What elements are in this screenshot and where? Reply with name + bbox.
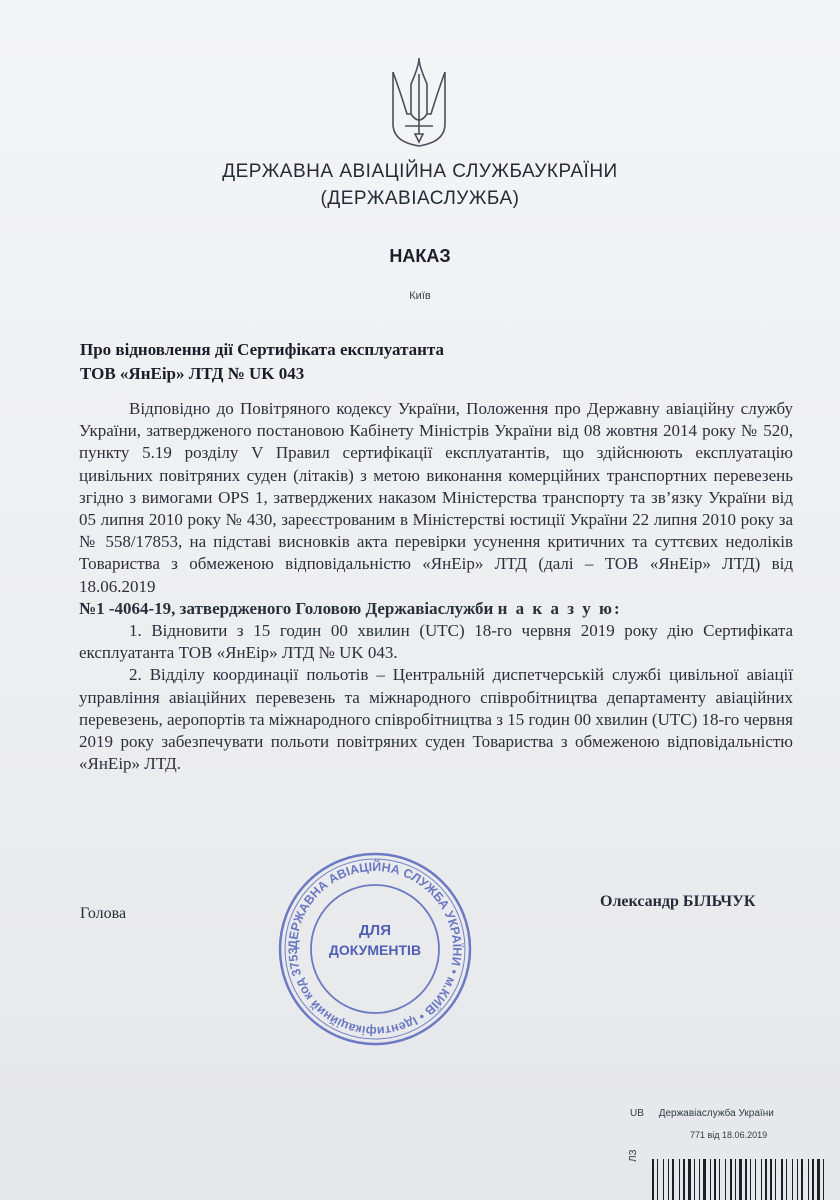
organization-name-line1: ДЕРЖАВНА АВІАЦІЙНА СЛУЖБАУКРАЇНИ — [222, 161, 618, 182]
signatory-name: Олександр БІЛЬЧУК — [600, 893, 756, 910]
order-item-2: 2. Відділу координації польотів – Центральній диспетчерській службі цивільної авіації управління авіаційних перевезень та міжнародного співробітництва департаменту авіаційних перевезень, аеропортів та міжнародного співробітництва з 15 годин 00 хвилин (UTC) 18-го червня 2019 року забезпечувати польоти повітряних суден Товариства з обмеженою відповідальністю «ЯнЕір» ЛТД. — [79, 665, 793, 774]
stamp-center-line2: ДОКУМЕНТІВ — [328, 942, 422, 958]
preamble-paragraph — [79, 398, 793, 598]
preamble-tail: №1 -4064-19, затвердженого Головою Державіаслужби — [79, 598, 494, 618]
city-label: Київ — [409, 290, 431, 302]
order-command: н а к а з у ю: — [497, 598, 622, 618]
registration-side-mark: ЛЗ — [628, 1149, 639, 1162]
document-type-heading: НАКАЗ — [389, 246, 451, 266]
registration-mark — [630, 1108, 774, 1119]
order-item-1: 1. Відновити з 15 годин 00 хвилин (UTC) 18-го червня 2019 року дію Сертифіката експлуатанта ТОВ «ЯнЕір» ЛТД № UK 043. — [79, 621, 793, 663]
stamp-center-line1: ДЛЯ — [359, 922, 391, 939]
barcode-icon — [650, 1155, 830, 1200]
official-stamp — [276, 850, 474, 1048]
signatory-role: Голова — [80, 905, 127, 922]
registration-number: 771 від 18.06.2019 — [690, 1130, 768, 1140]
trident-emblem-icon — [387, 54, 451, 148]
registration-office: Державіаслужба України — [658, 1108, 774, 1119]
organization-name — [0, 158, 840, 212]
preamble-text: Відповідно до Повітряного кодексу України, Положення про Державну авіаційну службу України, затвердженого постановою Кабінету Міністрів України від 08 жовтня 2014 року № 520, пункту 5.19 розділу V Правил сертифікації експлуатантів, що здійснюють експлуатацію цивільних повітряних суден (літаків) з метою виконання комерційних транспортних перевезень згідно з вимогами OPS 1, затверджених наказом Міністерства транспорту та зв’язку України від 05 липня 2010 року № 430, зареєстрованим в Міністерстві юстиції України 22 липня 2010 року за № 558/17853, на підставі висновків акта перевірки усунення критичних та суттєвих недоліків Товариства з обмеженою відповідальністю «ЯнЕір» ЛТД (далі – ТОВ «ЯнЕір» ЛТД) від 18.06.2019 — [79, 399, 793, 596]
order-body — [79, 398, 793, 775]
preamble-tail-paragraph — [79, 598, 793, 620]
stamp-ring-text: ДЕРЖАВНА АВІАЦІЙНА СЛУЖБА УКРАЇНИ • м.КИЇВ • Ідентифікаційний код 3753 — [285, 859, 465, 1039]
order-subject-line2: ТОВ «ЯнЕір» ЛТД № UK 043 — [80, 364, 305, 383]
organization-name-line2: (ДЕРЖАВІАСЛУЖБА) — [320, 188, 520, 209]
registration-code: UB — [630, 1108, 644, 1119]
order-subject — [80, 338, 580, 386]
order-subject-line1: Про відновлення дії Сертифіката експлуатанта — [80, 340, 445, 359]
